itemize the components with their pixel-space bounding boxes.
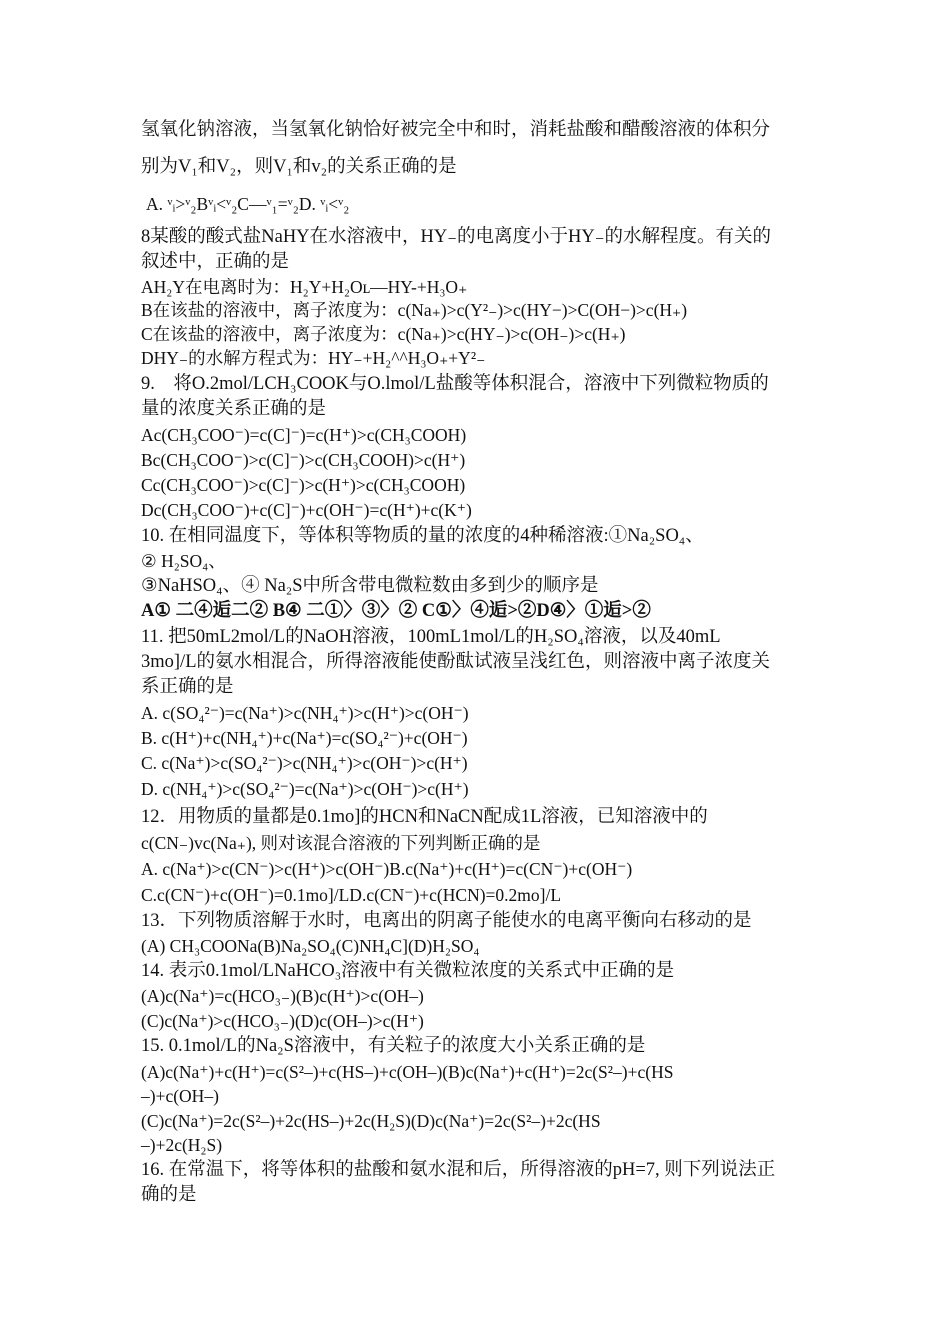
text-line: (A)c(Na⁺)=c(HCO₃₋)(B)c(H⁺)>c(OH–) <box>141 986 424 1006</box>
text-line: ② H₂SO₄、 <box>141 551 226 571</box>
text-line: Bc(CH₃COO⁻)>c(C]⁻)>c(CH₃COOH)>c(H⁺) <box>141 450 466 470</box>
text-line: 氢氧化钠溶液，当氢氧化钠恰好被完全中和时，消耗盐酸和醋酸溶液的体积分 <box>141 120 771 140</box>
text-line: C.c(CN⁻)+c(OH⁻)=0.1mo]/LD.c(CN⁻)+c(HCN)=0.2mo]/L <box>141 885 562 905</box>
text-line: c(CN₋)vc(Na₊), 则对该混合溶液的下列判断正确的是 <box>141 833 541 853</box>
text-line: A① 二④逅二② B④ 二①〉③〉② C①〉④逅>②D④〉①逅>② <box>141 601 651 621</box>
text-line: (A)c(Na⁺)+c(H⁺)=c(S²–)+c(HS–)+c(OH–)(B)c(Na⁺)+c(H⁺)=2c(S²–)+c(HS <box>141 1062 674 1082</box>
text-line: 8某酸的酸式盐NaHY在水溶液中，HY₋的电离度小于HY₋的水解程度。有关的 <box>141 227 772 247</box>
text-line: Cc(CH₃COO⁻)>c(C]⁻)>c(H⁺)>c(CH₃COOH) <box>141 475 466 495</box>
text-line: C在该盐的溶液中，离子浓度为：c(Na₊)>c(HY₋)>c(OH₋)>c(H₊) <box>141 324 626 344</box>
text-line: A. ᵛᵢ>ᵛ₂Bᵛᵢ<ᵛ₂C—ᵛ₁=ᵛ₂D. ᵛᵢ<ᵛ₂ <box>146 194 350 214</box>
text-line: B在该盐的溶液中，离子浓度为：c(Na₊)>c(Y²₋)>c(HY−)>C(OH−)>c(H₊) <box>141 300 688 320</box>
text-line: –)+2c(H₂S) <box>141 1135 223 1155</box>
text-line: Dc(CH₃COO⁻)+c(C]⁻)+c(OH⁻)=c(H⁺)+c(K⁺) <box>141 500 472 520</box>
text-line: 系正确的是 <box>141 677 234 697</box>
text-line: 别为V₁和V₂，则V₁和v₂的关系正确的是 <box>141 157 457 177</box>
text-line: (C)c(Na⁺)=2c(S²–)+2c(HS–)+2c(H₂S)(D)c(Na⁺)=2c(S²–)+2c(HS <box>141 1111 601 1131</box>
text-line: D. c(NH₄⁺)>c(SO₄²⁻)=c(Na⁺)>c(OH⁻)>c(H⁺) <box>141 779 469 799</box>
text-line: A. c(SO₄²⁻)=c(Na⁺)>c(NH₄⁺)>c(H⁺)>c(OH⁻) <box>141 703 469 723</box>
text-line: DHY₋的水解方程式为：HY₋+H₂^^H₃O₊+Y²₋ <box>141 348 486 368</box>
text-line: 叙述中，正确的是 <box>141 252 290 272</box>
text-line: (C)c(Na⁺)>c(HCO₃₋)(D)c(OH–)>c(H⁺) <box>141 1011 424 1031</box>
text-line: C. c(Na⁺)>c(SO₄²⁻)>c(NH₄⁺)>c(OH⁻)>c(H⁺) <box>141 753 468 773</box>
text-line: 9. 将O.2mol/LCH₃COOK与O.lmol/L盐酸等体积混合，溶液中下列微粒物质的 <box>141 374 769 394</box>
text-line: –)+c(OH–) <box>141 1086 219 1106</box>
text-line: 15. 0.1mol/L的Na₂S溶液中，有关粒子的浓度大小关系正确的是 <box>141 1036 646 1056</box>
text-line: 量的浓度关系正确的是 <box>141 399 327 419</box>
text-line: Ac(CH₃COO⁻)=c(C]⁻)=c(H⁺)>c(CH₃COOH) <box>141 425 467 445</box>
text-line: B. c(H⁺)+c(NH₄⁺)+c(Na⁺)=c(SO₄²⁻)+c(OH⁻) <box>141 728 468 748</box>
text-line: 14. 表示0.1mol/LNaHCO₃溶液中有关微粒浓度的关系式中正确的是 <box>141 961 675 981</box>
text-line: 确的是 <box>141 1185 197 1205</box>
text-line: 11. 把50mL2mol/L的NaOH溶液，100mL1mol/L的H₂SO₄溶液，以及40mL <box>141 627 721 647</box>
text-line: AH₂Y在电离时为：H₂Y+H₂Oʟ—HY-+H₃O₊ <box>141 277 468 297</box>
text-line: 10. 在相同温度下，等体积等物质的量的浓度的4种稀溶液:①Na₂SO₄、 <box>141 526 704 546</box>
text-line: 13．下列物质溶解于水时，电离出的阴离子能使水的电离平衡向右移动的是 <box>141 911 752 931</box>
text-line: ③NaHSO₄、④ Na₂S中所含带电微粒数由多到少的顺序是 <box>141 576 599 596</box>
text-line: 12．用物质的量都是0.1mo]的HCN和NaCN配成1L溶液，已知溶液中的 <box>141 807 708 827</box>
text-line: 3mo]/L的氨水相混合，所得溶液能使酚酞试液呈浅红色，则溶液中离子浓度关 <box>141 652 770 672</box>
text-line: (A) CH₃COONa(B)Na₂SO₄(C)NH₄C](D)H₂SO₄ <box>141 936 480 956</box>
text-line: 16. 在常温下，将等体积的盐酸和氨水混和后，所得溶液的pH=7, 则下列说法正 <box>141 1160 776 1180</box>
text-line: A. c(Na⁺)>c(CN⁻)>c(H⁺)>c(OH⁻)B.c(Na⁺)+c(H⁺)=c(CN⁻)+c(OH⁻) <box>141 859 633 879</box>
